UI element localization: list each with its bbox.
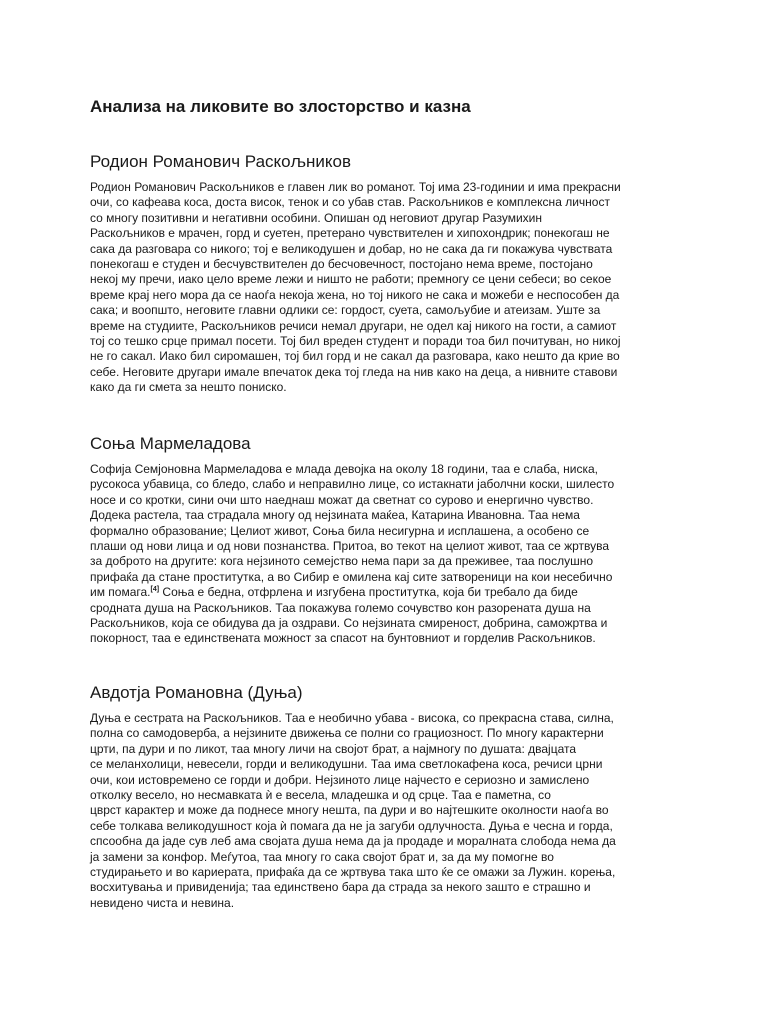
- paragraph-line: восхитувања и привиденија; таа единствено бара да страда за некого зашто е страшно и: [90, 880, 591, 895]
- paragraph-line: носе и со кротки, сини очи што наеднаш можат да светнат со сурово и енергично чувство.: [90, 492, 594, 507]
- paragraph-line: русокоса убавица, со бледо, слабо и неправилно лице, со истакнати јаболчни коски, шилесто: [90, 477, 615, 492]
- paragraph-line: прифаќа да стане проститутка, а во Сибир е омилена кај сите затвореници на кои несебично: [90, 569, 613, 584]
- paragraph-line: време на студиите, Раскољников речиси немал другари, не одел кај никого на гости, а самиот: [90, 318, 617, 333]
- paragraph-text: Соња е бедна, отфрлена и изгубена проститутка, која би требало да биде: [159, 585, 578, 600]
- paragraph-line: спсообна да јаде сув леб ама својата душа нема да ја продаде и моралната слобода нема да: [90, 834, 616, 849]
- paragraph-line: отколку весело, но несмавката ѝ е весела, младешка и од срце. Таа е паметна, со: [90, 787, 551, 802]
- paragraph-line: како да ги смета за нешто пониско.: [90, 380, 287, 395]
- paragraph-line: плаши од нови лица и од нови познанства. Притоа, во текот на целиот живот, таа се жртвува: [90, 538, 610, 553]
- paragraph-line: очи, со кафеава коса, доста висок, тенок и со убав став. Раскољников е комплексна личност: [90, 195, 610, 210]
- paragraph-line: ја замени за конфор. Меѓутоа, таа многу го сака својот брат и, за да му помогне во: [90, 849, 554, 864]
- paragraph-line: Дуња е сестрата на Раскољников. Таа е необично убава - висока, со прекрасна става, силна,: [90, 711, 614, 725]
- paragraph-line: полна со самодоверба, а нејзините движења се полни со грациозност. По многу карактерни: [90, 726, 604, 741]
- section-paragraph-dunja: [90, 711, 616, 911]
- paragraph-line: се меланхолици, невесели, горди и великодушни. Таа има светлокафена коса, речиси црни: [90, 757, 603, 772]
- paragraph-line: сродната душа на Раскољников. Таа покажува големо сочувство кон разорената душа на: [90, 600, 591, 615]
- paragraph-line: покорност, таа е единствената можност за спасот на бунтовниот и горделив Раскољников.: [90, 631, 596, 646]
- paragraph-line: за доброто на другите: кога нејзиното семејство нема пари за да преживее, таа послушно: [90, 554, 594, 569]
- paragraph-line: не го сакал. Иако бил сиромашен, тој бил горд и не сакал да разговара, како нешто да крие во: [90, 349, 620, 364]
- section-paragraph-sonja: [90, 462, 614, 647]
- paragraph-line: формално образование; Целиот живот, Соња била несигурна и исплашена, а особено се: [90, 523, 590, 538]
- paragraph-line: тој со тешко срце примал посети. Тој бил вреден студент и поради тоа бил почитуван, но никој: [90, 333, 621, 348]
- paragraph-line: со многу позитивни и негативни особини. Опишан од неговиот другар Разумихин: [90, 210, 542, 225]
- paragraph-line: некој му пречи, иако цело време лежи и ништо не работи; премногу се цени себеси; во секое: [90, 272, 612, 287]
- section-heading-dunja: Авдотја Романовна (Дуња): [90, 683, 303, 702]
- paragraph-line: очи, кои истовремено се горди и добри. Нејзиното лице најчесто е сериозно и замислено: [90, 772, 590, 787]
- paragraph-line: себе. Неговите другари имале впечаток дека тој гледа на нив како на деца, а нивните ставови: [90, 364, 618, 379]
- paragraph-line: невидено чиста и невина.: [90, 895, 235, 910]
- paragraph-line: Софија Семјоновна Мармеладова е млада девојка на околу 18 години, таа е слаба, ниска,: [90, 462, 599, 476]
- paragraph-line: Додека растела, таа страдала многу од нејзината маќеа, Катарина Ивановна. Таа нема: [90, 508, 580, 523]
- paragraph-line: понекогаш е студен и бесчувствителен до бесчовечност, постојано нема време, постојано: [90, 256, 593, 271]
- paragraph-line: Раскољников, која се обидува да ја оздрави. Со нејзината смиреност, добрина, саможртва и: [90, 615, 608, 630]
- document-title: Анализа на ликовите во злосторство и казна: [90, 97, 471, 116]
- paragraph-line: Родион Романович Раскољников е главен лик во романот. Тој има 23-годинии и има прекрасни: [90, 180, 621, 194]
- paragraph-line-with-footnote: [90, 585, 614, 600]
- paragraph-line: себе толкава великодушност која ѝ помага да не ја загуби одлучноста. Дуња е чесна и горда,: [90, 818, 613, 833]
- paragraph-line: цврст карактер и може да поднесе многу нешта, па дури и во најтешките околности наоѓа во: [90, 803, 609, 818]
- paragraph-text: им помага.: [90, 585, 151, 600]
- paragraph-line: студирањето и во кариерата, прифаќа да се жртвува така што ќе се омажи за Лужин. корења,: [90, 864, 616, 879]
- paragraph-line: време крај него мора да се наоѓа некоја жена, но тој никого не сака и можеби е неспособен да: [90, 287, 620, 302]
- section-heading-sonja: Соња Мармеладова: [90, 434, 251, 453]
- footnote-link[interactable]: [4]: [150, 586, 160, 594]
- section-heading-raskolnikov: Родион Романович Раскољников: [90, 152, 352, 171]
- section-paragraph-raskolnikov: [90, 180, 621, 395]
- paragraph-line: сака; и воопшто, неговите главни одлики се: гордост, суета, самољубие и атеизам. Уште за: [90, 303, 601, 318]
- paragraph-line: црти, па дури и по ликот, таа многу личи на својот брат, а најмногу по душата: дваjцата: [90, 741, 577, 756]
- paragraph-line: сака да разговара со никого; тој е великодушен и добар, но не сака да ги покажува чувствата: [90, 241, 613, 256]
- paragraph-line: Раскољников е мрачен, горд и суетен, претерано чувствителен и хипохондрик; понекогаш не: [90, 226, 610, 241]
